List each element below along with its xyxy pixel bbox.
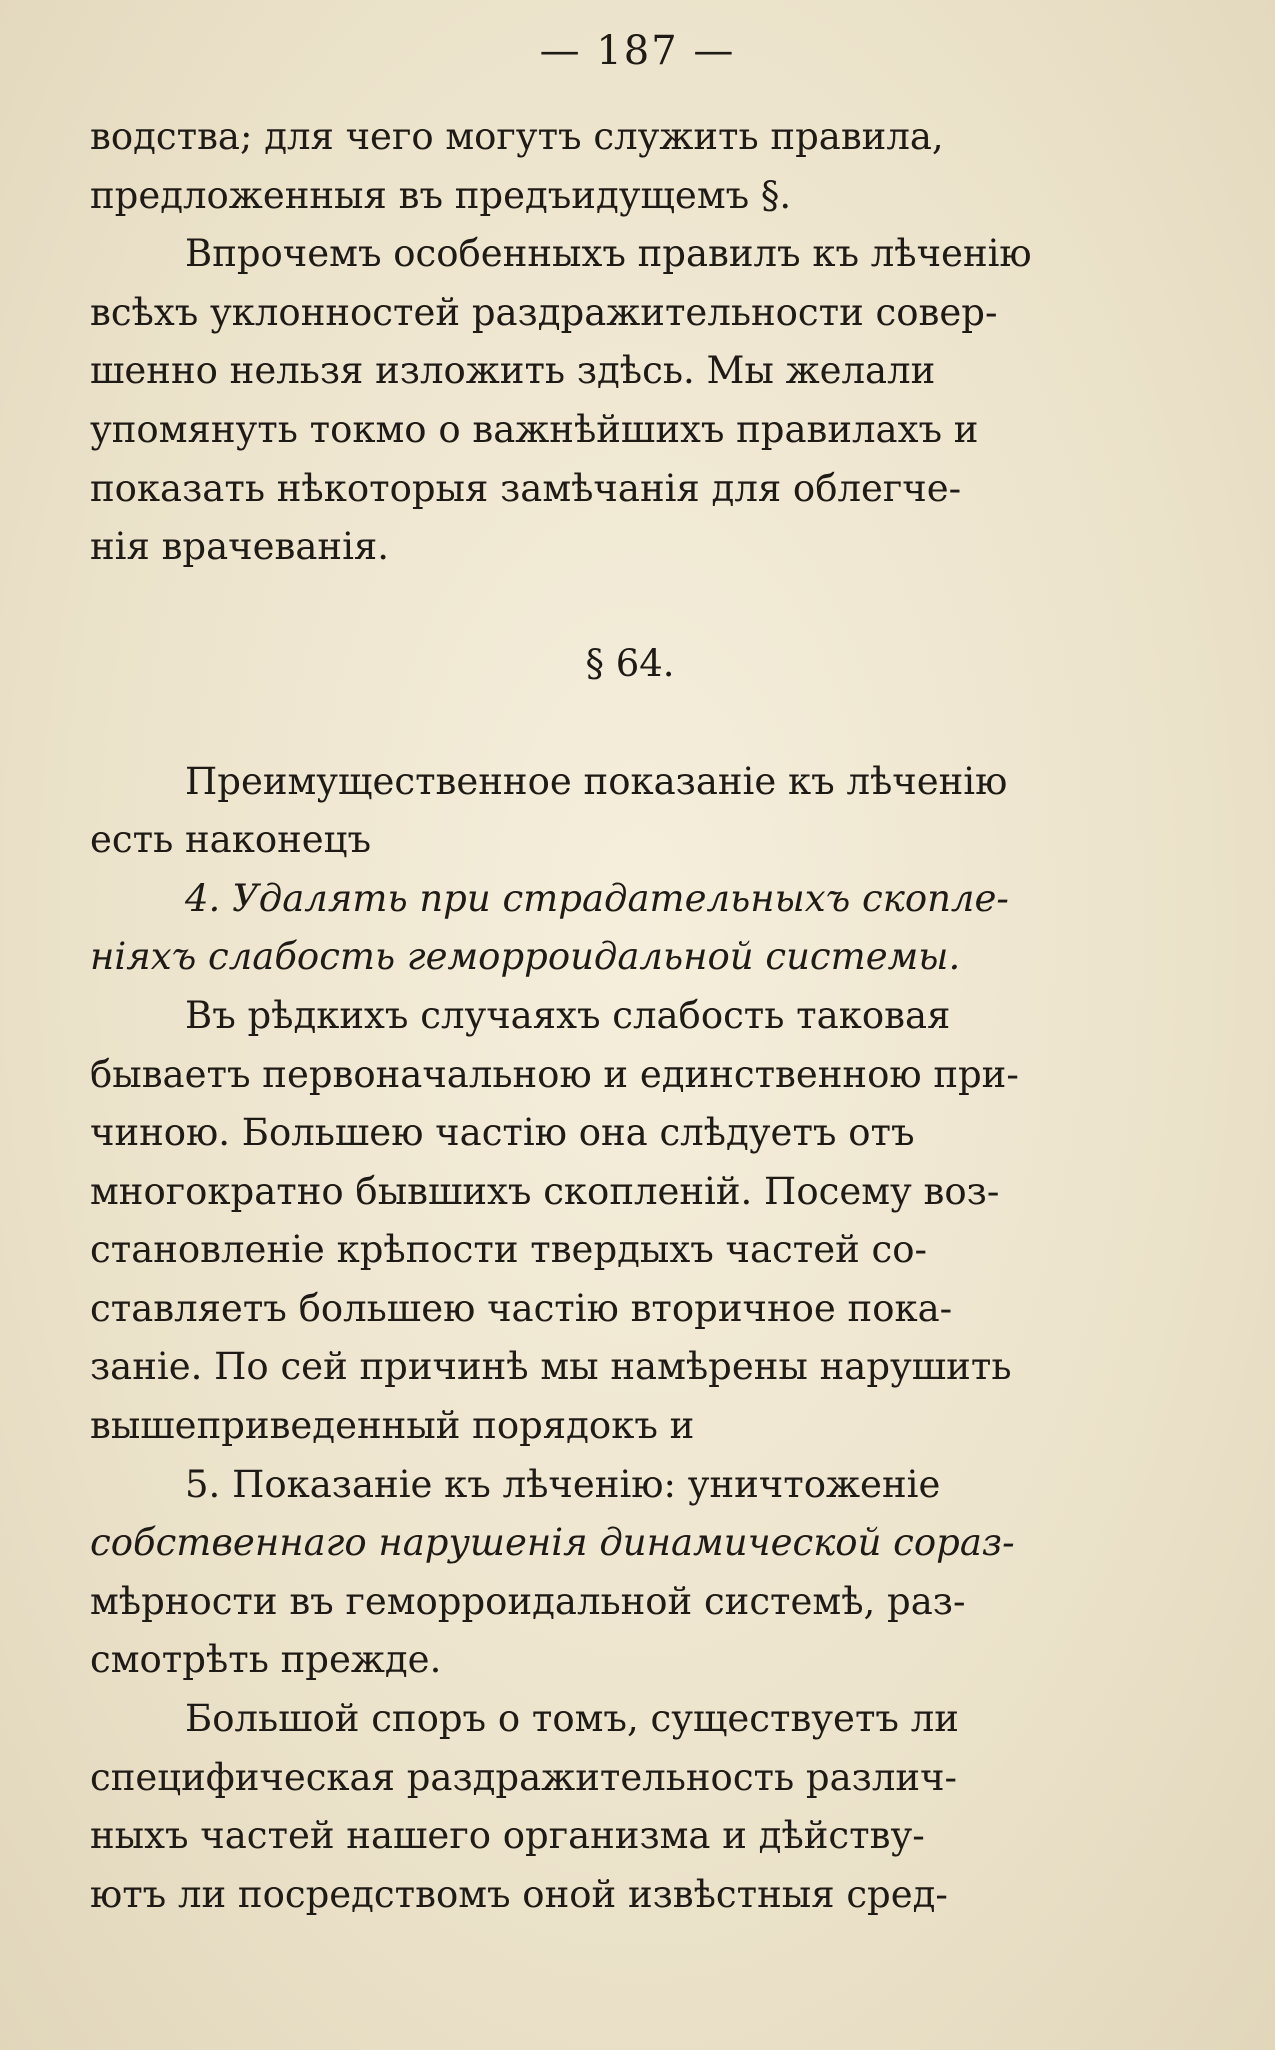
text-line: Преимущественное показаніе къ лѣченію — [185, 759, 1008, 803]
page-text — [90, 108, 1170, 1924]
text-line-italic: собственнаго нарушенія динамической сораз- — [90, 1521, 1015, 1565]
text-line: упомянуть токмо о важнѣйшихъ правилахъ и — [90, 407, 979, 451]
text-line-italic: ніяхъ слабость геморроидальной системы. — [90, 935, 961, 979]
text-line: 5. Показаніе къ лѣченію: уничтоженіе — [185, 1462, 941, 1506]
text-line: нія врачеванія. — [90, 525, 390, 569]
text-line: ставляетъ большею частію вторичное пока- — [90, 1286, 953, 1330]
text-line: мѣрности въ геморроидальной системѣ, раз- — [90, 1579, 966, 1623]
text-line-italic: 4. Удалять при страдательныхъ скопле- — [185, 876, 1009, 920]
text-line: Большой споръ о томъ, существуетъ ли — [185, 1697, 959, 1741]
text-line: ютъ ли посредствомъ оной извѣстныя сред- — [90, 1872, 948, 1916]
page-number: — 187 — — [539, 28, 736, 74]
text-line: чиною. Большею частію она слѣдуетъ отъ — [90, 1111, 915, 1155]
text-line: Въ рѣдкихъ случаяхъ слабость таковая — [185, 993, 951, 1037]
text-line: специфическая раздражительность различ- — [90, 1755, 957, 1799]
text-line: многократно бывшихъ скопленій. Посему воз- — [90, 1169, 1000, 1213]
text-line: предложенныя въ предъидущемъ §. — [90, 173, 792, 217]
text-line: бываетъ первоначальною и единственною при- — [90, 1052, 1019, 1096]
section-heading: § 64. — [585, 642, 675, 686]
text-line: смотрѣть прежде. — [90, 1638, 442, 1682]
text-line: показать нѣкоторыя замѣчанія для облегче- — [90, 466, 962, 510]
text-line: шенно нельзя изложить здѣсь. Мы желали — [90, 349, 936, 393]
text-line: ныхъ частей нашего организма и дѣйству- — [90, 1814, 925, 1858]
text-line: Впрочемъ особенныхъ правилъ къ лѣченію — [185, 232, 1032, 276]
text-line: есть наконецъ — [90, 818, 372, 862]
text-line: становленіе крѣпости твердыхъ частей со- — [90, 1228, 928, 1272]
text-line: водства; для чего могутъ служить правила, — [90, 115, 944, 158]
text-line: вышеприведенный порядокъ и — [90, 1404, 695, 1448]
text-line: заніе. По сей причинѣ мы намѣрены нарушить — [90, 1345, 1012, 1389]
text-line: всѣхъ уклонностей раздражительности совер- — [90, 290, 998, 334]
